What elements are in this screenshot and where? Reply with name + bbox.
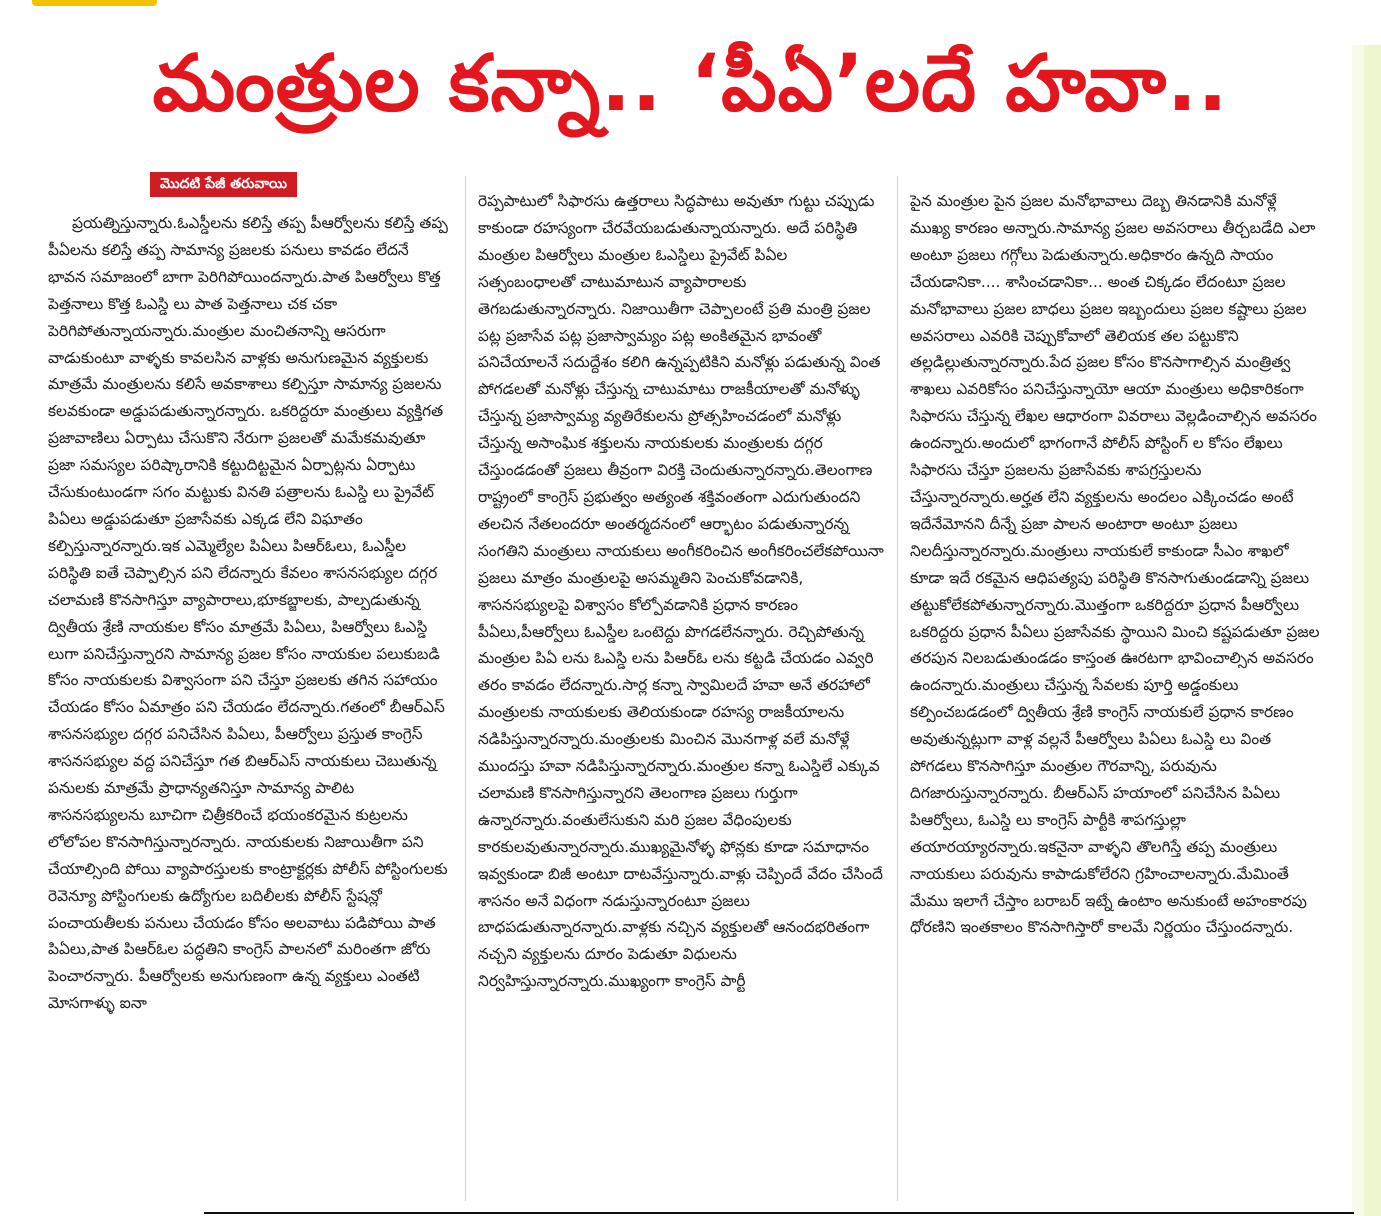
bottom-rule [204,1212,1354,1214]
article-column-1: ప్రయత్నిస్తున్నారు.ఓఎస్డీలను కలిస్తే తప్ప పీఆర్వోలను కలిస్తే తప్ప పీఏలను కలిస్తే తప్ప సామాన్య ప్రజలకు పనులు కావడం లేదనే భావన సమాజంలో బాగా పెరిగిపోయిందన్నారు.పాత పిఆర్వోలు కొత్త పెత్తనాలు కొత్త ఓఎస్డి లు పాత పెత్తనాలు చక చకా పెరిగిపోతున్నాయన్నారు.మంత్రుల మంచితనాన్ని ఆసరుగా వాడుకుంటూ వాళ్ళకు కావలసిన వాళ్లకు అనుగుణమైన వ్యక్తులకు మాత్రమే మంత్రులను కలిసే అవకాశాలు కల్పిస్తూ సామాన్య ప్రజలను కలవకుండా అడ్డుపడుతున్నారన్నారు. ఒకరిద్దరూ మంత్రులు వ్యక్తిగత ప్రజావాణిలు ఏర్పాటు చేసుకొని నేరుగా ప్రజలతో మమేకమవుతూ ప్రజా సమస్యల పరిష్కారానికి కట్టుదిట్టమైన ఏర్పాట్లను ఏర్పాటు చేసుకుంటుండగా సగం మట్టుకు వినతి పత్రాలను ఓఎస్డి లు ప్రైవేట్ పిఏలు అడ్డుపడుతూ ప్రజాసేవకు ఎక్కడ లేని విఘాతం కల్పిస్తున్నారన్నారు.ఇక ఎమ్మెల్యేల పిఏలు పిఆర్ఓలు, ఓఎస్డీల పరిస్థితి ఐతే చెప్పాల్సిన పని లేదన్నారు కేవలం శాసనసభ్యుల దగ్గర చలామణి కొనసాగిస్తూ వ్యాపారాలు,భూకబ్జాలకు, పాల్పడుతున్న ద్వితీయ శ్రేణి నాయకుల కోసం మాత్రమే పిఏలు, పిఆర్వోలు ఓఎస్డి లుగా పనిచేస్తున్నారని సామాన్య ప్రజల కోసం నాయకుల పలుకుబడి కోసం నాయకులకు విశ్వాసంగా పని చేస్తూ ప్రజలకు తగిన సహాయం చేయడం కోసం ఏమాత్రం పని చేయడం లేదన్నారు.గతంలో బీఆర్ఎస్ శాసనసభ్యుల దగ్గర పనిచేసిన పిఏలు, పీఆర్వోలు ప్రస్తుత కాంగ్రెస్ శాసనసభ్యుల వద్ద పనిచేస్తూ గత బిఆర్ఎస్ నాయకులు చెబుతున్న పనులకు మాత్రమే ప్రాధాన్యతనిస్తూ సామాన్య పాలిట శాసనసభ్యులను బూచిగా చిత్రీకరించే భయంకరమైన కుట్రలను లోలోపల కొనసాగిస్తున్నారన్నారు. నాయకులకు నిజాయితీగా పని చేయాల్సింది పోయి వ్యాపారస్తులకు కాంట్రాక్టర్లకు పోలీస్ పోస్టింగులకు రెవెన్యూ పోస్టింగులకు ఉద్యోగుల బదిలీలకు పోలీస్ స్టేషన్లో పంచాయతీలకు పనులు చేయడం కోసం అలవాటు పడిపోయి పాత పిఏలు,పాత పిఆర్ఓల పద్ధతిని కాంగ్రెస్ పాలనలో మరింతగా జోరు పెంచారన్నారు. పీఆర్వోలకు అనుగుణంగా ఉన్న వ్యక్తులు ఎంతటి మోసగాళ్ళు ఐనా [48,214,448,1013]
continuation-label: మొదటి పేజీ తరువాయి [150,172,297,197]
column-divider [465,176,466,1201]
article-column-3: పైన మంత్రుల పైన ప్రజల మనోభావాలు దెబ్బ తినడానికి మనోళ్లే ముఖ్య కారణం అన్నారు.సామాన్య ప్రజల అవసరాలు తీర్చబడేది ఎలా అంటూ ప్రజలు గగ్గోలు పెడుతున్నారు.అధికారం ఉన్నది సాయం చేయడానికా.... శాసించడానికా... అంత చిక్కడం లేదంటూ ప్రజల మనోభావాలు ప్రజల బాధలు ప్రజల ఇబ్బందులు ప్రజల కష్టాలు ప్రజల అవసరాలు ఎవరికి చెప్పుకోవాలో తెలియక తల పట్టుకొని తల్లడిల్లుతున్నారన్నారు.పేద ప్రజల కోసం కొనసాగాల్సిన మంత్రిత్వ శాఖలు ఎవరికోసం పనిచేస్తున్నాయో ఆయా మంత్రులు అధికారికంగా సిఫారసు చేస్తున్న లేఖల ఆధారంగా వివరాలు వెల్లడించాల్సిన అవసరం ఉందన్నారు.అందులో భాగంగానే పోలీస్ పోస్టింగ్ ల కోసం లేఖలు సిఫారసు చేస్తూ ప్రజలను ప్రజాసేవకు శాపగ్రస్తులను చేస్తున్నారన్నారు.అర్హత లేని వ్యక్తులను అందలం ఎక్కించడం అంటే ఇదేనేమోనని దీన్నే ప్రజా పాలన అంటారా అంటూ ప్రజలు నిలదీస్తున్నారన్నారు.మంత్రులు నాయకులే కాకుండా సీఎం శాఖలో కూడా ఇదే రకమైన ఆధిపత్యపు పరిస్థితి కొనసాగుతుండడాన్ని ప్రజలు తట్టుకోలేకపోతున్నారన్నారు.మొత్తంగా ఒకరిద్దరూ ప్రధాన పీఆర్వోలు ఒకరిద్దరు ప్రధాన పీఏలు ప్రజాసేవకు స్థాయిని మించి కష్టపడుతూ ప్రజల తరపున నిలబడుతుండడం కాస్తంత ఊరటగా భావించాల్సిన అవసరం ఉందన్నారు.మంత్రులు చేస్తున్న సేవలకు పూర్తి అడ్డంకులు కల్పించబడడంలో ద్వితీయ శ్రేణి కాంగ్రెస్ నాయకులే ప్రధాన కారణం అవుతున్నట్లుగా వాళ్ల వల్లనే పీఆర్వోలు పిఏలు ఓఎస్డి లు వింత పోగడలు కొనసాగిస్తూ మంత్రుల గౌరవాన్ని, పరువును దిగజారుస్తున్నారన్నారు. బీఆర్ఎస్ హయాంలో పనిచేసిన పిఏలు పిఆర్వోలు, ఓఎస్డి లు కాంగ్రెస్ పార్టీకి శాపగస్తుల్లా తయారయ్యారన్నారు.ఇకనైనా వాళ్ళని తొలగిస్తే తప్ప మంత్రులు నాయకులు పరువును కాపాడుకోలేరని గ్రహించాలన్నారు.మేమింతే మేము ఇలాగే చేస్తాం బరాబర్ ఇట్నే ఉంటాం అనుకుంటే అహంకారపు ధోరణిని ఇంతకాలం కొనసాగిస్తారో కాలమే నిర్ణయం చేస్తుందన్నారు. [910,192,1320,937]
corner-accent-tab [32,0,157,6]
article-column-2: రెప్పపాటులో సిఫారసు ఉత్తరాలు సిద్ధపాటు అవుతూ గుట్టు చప్పుడు కాకుండా రహస్యంగా చేరవేయబడుతున్నాయన్నారు. అదే పరిస్థితి మంత్రుల పిఆర్వోలు మంత్రుల ఓఎస్డిలు ప్రైవేట్ పిఏల సత్సంబంధాలతో చాటుమాటున వ్యాపారాలకు తెగబడుతున్నారన్నారు. నిజాయితీగా చెప్పాలంటే ప్రతి మంత్రి ప్రజల పట్ల ప్రజాసేవ పట్ల ప్రజాస్వామ్యం పట్ల అంకితమైన భావంతో పనిచేయాలనే సదుద్దేశం కలిగి ఉన్నప్పటికిని మనోళ్లు పడుతున్న వింత పోగడలతో మనోళ్లు చేస్తున్న చాటుమాటు రాజకీయాలతో మనోళ్ళు చేస్తున్న ప్రజాస్వామ్య వ్యతిరేకులను ప్రోత్సహించడంలో మనోళ్లు చేస్తున్న అసాంఘిక శక్తులను నాయకులకు మంత్రులకు దగ్గర చేస్తుండడంతో ప్రజలు తీవ్రంగా విరక్తి చెందుతున్నారన్నారు.తెలంగాణ రాష్ట్రంలో కాంగ్రెస్ ప్రభుత్వం అత్యంత శక్తివంతంగా ఎదుగుతుందని తలచిన నేతలందరూ అంతర్మదనంలో ఆర్భాటం పడుతున్నారన్న సంగతిని మంత్రులు నాయకులు అంగీకరించిన అంగీకరించలేకపోయినా ప్రజలు మాత్రం మంత్రులపై అసమ్మతిని పెంచుకోవడానికి, శాసనసభ్యులపై విశ్వాసం కోల్పోవడానికి ప్రధాన కారణం పీఏలు,పీఆర్వోలు ఓఎస్డీల ఒంటెద్దు పొగడలేనన్నారు. రెచ్చిపోతున్న మంత్రుల పిఏ లను ఓఎస్డి లను పిఆర్ఓ లను కట్టడి చేయడం ఎవ్వరి తరం కావడం లేదన్నారు.సార్ల కన్నా స్వామిలదే హవా అనే తరహాలో మంత్రులకు నాయకులకు తెలియకుండా రహస్య రాజకీయాలను నడిపిస్తున్నారన్నారు.మంత్రులకు మించిన మొనగాళ్ల వలే మనోళ్లే ముందస్తు హవా నడిపిస్తున్నారన్నారు.మంత్రుల కన్నా ఓఎస్డిలే ఎక్కువ చలామణి కొనసాగిస్తున్నారని తెలంగాణ ప్రజలు గుర్తుగా ఉన్నారన్నారు.వంతులేసుకుని మరి ప్రజల వేధింపులకు కారకులవుతున్నారన్నారు.ముఖ్యమైనోళ్ళ ఫోన్లకు కూడా సమాధానం ఇవ్వకుండా బిజీ అంటూ దాటవేస్తున్నారు.వాళ్లు చెప్పిందే వేదం చేసిందే శాసనం అనే విధంగా నడుస్తున్నారంటూ ప్రజలు బాధపడుతున్నారన్నారు.వాళ్లకు నచ్చిన వ్యక్తులతో ఆనందభరితంగా నచ్చని వ్యక్తులను దూరం పెడుతూ విధులను నిర్వహిస్తున్నారన్నారు.ముఖ్యంగా కాంగ్రెస్ పార్టీ [478,192,884,991]
column-divider [897,176,898,1201]
headline: మంత్రుల కన్నా.. ‘పీఏ’లదే హవా.. [152,39,1229,129]
page-edge-strip [1364,45,1381,1216]
page-edge-shade [1352,45,1364,1216]
